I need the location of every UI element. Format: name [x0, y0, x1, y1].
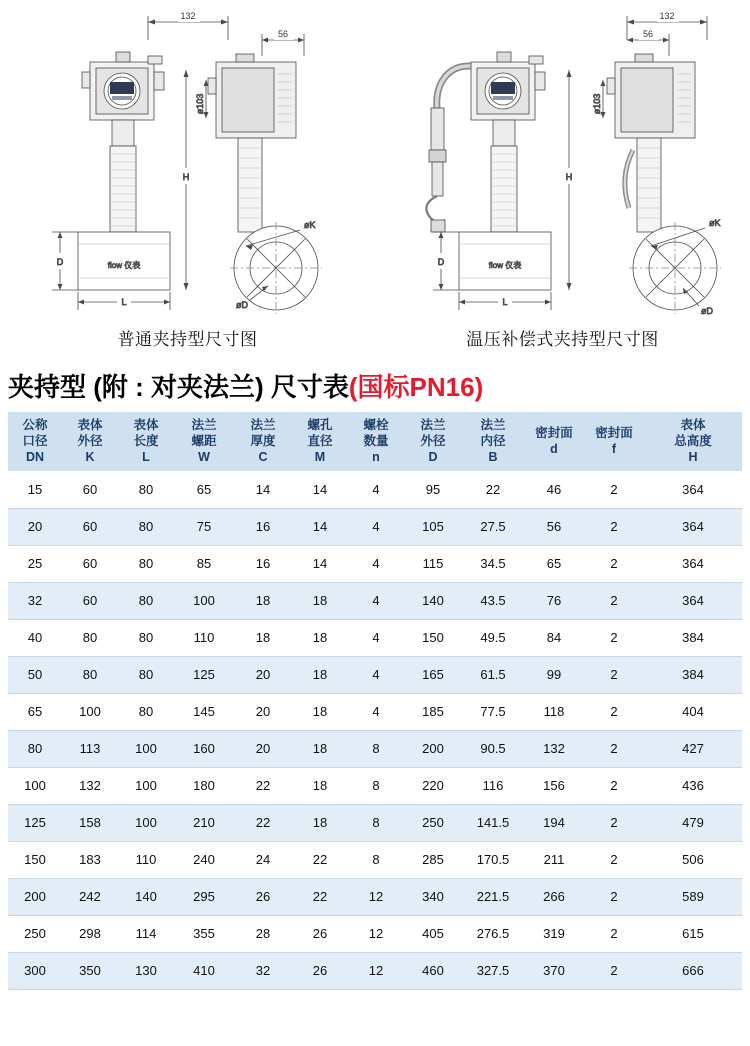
table-row: 40 80 80 110 18 18 4 150 49.5 84 2 384: [8, 619, 742, 656]
height-label-right: H: [565, 172, 573, 182]
table-row: 150 183 110 240 24 22 8 285 170.5 211 2 506: [8, 841, 742, 878]
body-length-label-left: L: [121, 297, 127, 307]
page-title-main: 夹持型 (附 : 对夹法兰) 尺寸表: [8, 371, 349, 402]
table-body: [8, 471, 742, 989]
col-header-k: 表体 外径 K: [62, 412, 118, 471]
col-header-seal-d: 密封面 d: [524, 412, 584, 471]
table-row: 300 350 130 410 32 26 12 460 327.5 370 2 666: [8, 952, 742, 989]
width-132-label-right: 132: [659, 11, 675, 21]
table-row: 25 60 80 85 16 14 4 115 34.5 65 2 364: [8, 545, 742, 582]
col-header-l: 表体 长度 L: [118, 412, 174, 471]
dimension-spec-table: [8, 412, 742, 990]
col-header-total-height: 表体 总高度 H: [644, 412, 742, 471]
col-header-n: 螺栓 数量 n: [348, 412, 404, 471]
table-row: 32 60 80 100 18 18 4 140 43.5 76 2 364: [8, 582, 742, 619]
drawing-ordinary-clamp-type: [0, 0, 375, 358]
table-row: 50 80 80 125 20 18 4 165 61.5 99 2 384: [8, 656, 742, 693]
bolt-circle-label-left: øK: [304, 220, 316, 230]
drawing-temp-pressure-comp-clamp-type: [375, 0, 750, 358]
bolt-circle-label-right: øK: [709, 218, 721, 228]
col-header-c: 法兰 厚度 C: [234, 412, 292, 471]
bore-label-right: øD: [701, 306, 713, 316]
dimension-drawings: [0, 0, 750, 358]
page-title: [0, 358, 750, 412]
body-diameter-label-left: D: [56, 257, 64, 267]
bore-label-left: øD: [236, 300, 248, 310]
page-title-accent: (国标PN16): [348, 371, 484, 402]
table-row: 200 242 140 295 26 22 12 340 221.5 266 2 589: [8, 878, 742, 915]
table-row: 20 60 80 75 16 14 4 105 27.5 56 2 364: [8, 508, 742, 545]
col-header-seal-f: 密封面 f: [584, 412, 644, 471]
width-132-label-left: 132: [180, 11, 196, 21]
table-row: 125 158 100 210 22 18 8 250 141.5 194 2 479: [8, 804, 742, 841]
caption-temp-pressure-comp-clamp-type: 温压补偿式夹持型尺寸图: [466, 330, 659, 349]
col-header-w: 法兰 螺距 W: [174, 412, 234, 471]
table-row: 100 132 100 180 22 18 8 220 116 156 2 436: [8, 767, 742, 804]
table-row: 80 113 100 160 20 18 8 200 90.5 132 2 427: [8, 730, 742, 767]
caption-ordinary-clamp-type: 普通夹持型尺寸图: [117, 330, 258, 349]
brand-mark-right: flow 仪表: [488, 261, 522, 270]
temp-pressure-comp-clamp-type-svg: [375, 0, 750, 358]
col-header-b: 法兰 内径 B: [462, 412, 524, 471]
table-row: 250 298 114 355 28 26 12 405 276.5 319 2 615: [8, 915, 742, 952]
width-56-label-left: 56: [277, 29, 289, 39]
diameter-103-label-left: ø103: [195, 93, 205, 115]
width-56-label-right: 56: [642, 29, 654, 39]
col-header-m: 螺孔 直径 M: [292, 412, 348, 471]
body-length-label-right: L: [502, 297, 508, 307]
col-header-d: 法兰 外径 D: [404, 412, 462, 471]
brand-mark-left: flow 仪表: [107, 261, 141, 270]
body-diameter-label-right: D: [437, 257, 445, 267]
diameter-103-label-right: ø103: [592, 93, 602, 115]
table-row: 15 60 80 65 14 14 4 95 22 46 2 364: [8, 471, 742, 508]
ordinary-clamp-type-svg: [0, 0, 375, 358]
table-row: 65 100 80 145 20 18 4 185 77.5 118 2 404: [8, 693, 742, 730]
table-header-row: [8, 412, 742, 471]
col-header-dn: 公称 口径 DN: [8, 412, 62, 471]
height-label-left: H: [182, 172, 190, 182]
table-header: [8, 412, 742, 471]
